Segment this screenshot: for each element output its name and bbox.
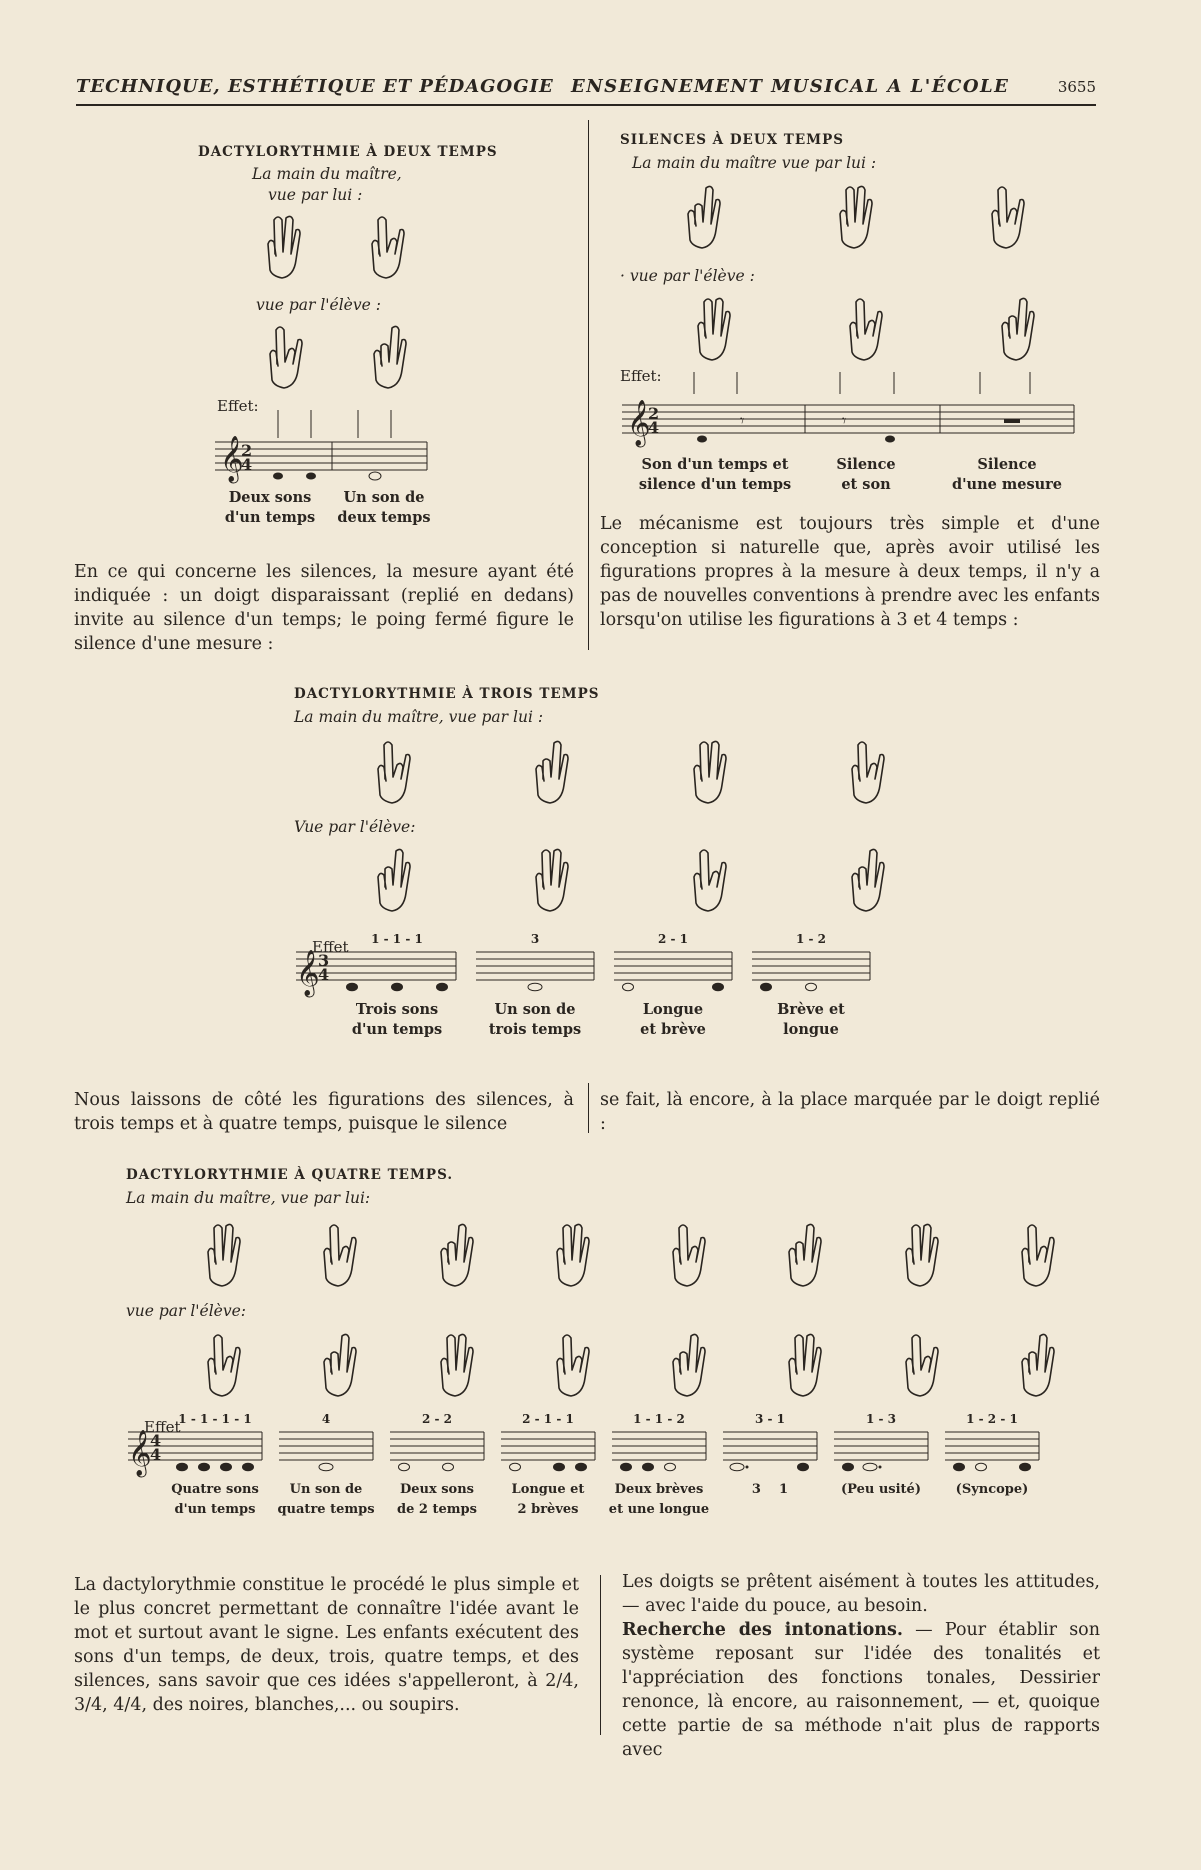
three-beats-effect-label: Effet bbox=[312, 938, 349, 956]
treble-clef: 𝄞 bbox=[220, 436, 244, 482]
long-note bbox=[528, 983, 542, 991]
rests-label-3: Silence d'une mesure bbox=[951, 456, 1063, 493]
quarter-note bbox=[554, 1463, 565, 1471]
quarter-rest: 𝄾 bbox=[842, 411, 847, 430]
two-beats-label-1: Deux sons d'un temps bbox=[224, 489, 316, 526]
four-beats-master-hands bbox=[200, 1218, 1060, 1298]
rests-pupil-caption: · vue par l'élève : bbox=[620, 267, 755, 285]
hand-icon bbox=[370, 735, 416, 807]
hand-icon bbox=[781, 1328, 827, 1400]
four-beats-title: DACTYLORYTHMIE À QUATRE TEMPS. bbox=[126, 1167, 454, 1183]
hand-icon bbox=[898, 1218, 944, 1290]
two-beats-pupil-hands bbox=[262, 320, 412, 405]
half-note bbox=[976, 1463, 987, 1471]
hand-icon bbox=[690, 292, 736, 364]
quarter-note bbox=[885, 436, 895, 443]
hand-icon bbox=[781, 1218, 827, 1290]
hand-icon bbox=[898, 1328, 944, 1400]
quarter-note bbox=[713, 983, 724, 991]
quarter-note bbox=[621, 1463, 632, 1471]
figure-label: 4 bbox=[321, 1412, 331, 1426]
hand-icon bbox=[844, 735, 890, 807]
rests-title: SILENCES À DEUX TEMPS bbox=[620, 132, 844, 148]
dot bbox=[879, 1466, 882, 1469]
four-beats-pupil-caption: vue par l'élève: bbox=[126, 1302, 247, 1320]
figure-label: 1 - 2 bbox=[795, 932, 827, 946]
rests-pupil-hands bbox=[690, 292, 1040, 367]
hand-icon bbox=[680, 180, 726, 252]
four-beats-effect-label: Effet bbox=[144, 1418, 181, 1436]
column-divider bbox=[600, 1575, 601, 1735]
arrows bbox=[278, 410, 391, 438]
three-beats-master-caption: La main du maître, vue par lui : bbox=[294, 708, 544, 726]
intonations-text: — Pour établir son système reposant sur l'idée des tonalités et l'appréciation des fonctions tonales, Dessirier renonce, là encore, au raisonnement, — et, quoique cette partie de sa méthode n'ait plus de rapports avec bbox=[622, 1620, 1100, 1760]
quarter-note bbox=[697, 436, 707, 443]
quarter-note bbox=[221, 1463, 232, 1471]
figure-label: 1 - 1 - 2 bbox=[633, 1412, 685, 1426]
long-note bbox=[863, 1463, 877, 1471]
treble-clef: 𝄞 bbox=[128, 1430, 152, 1476]
figure-caption: 3 1 bbox=[751, 1482, 789, 1497]
hand-icon bbox=[549, 1218, 595, 1290]
header-left: TECHNIQUE, ESTHÉTIQUE ET PÉDAGOGIE bbox=[76, 76, 554, 97]
time-sig-den: 4 bbox=[150, 1445, 162, 1464]
figure-caption: Trois sons d'un temps bbox=[351, 1001, 443, 1038]
figure-caption: Deux brèves et une longue bbox=[608, 1482, 710, 1517]
svg-text:2: 2 bbox=[648, 404, 660, 423]
half-note bbox=[623, 983, 634, 991]
half-note bbox=[443, 1463, 454, 1471]
hand-icon bbox=[433, 1218, 479, 1290]
hand-icon bbox=[1014, 1218, 1060, 1290]
staff bbox=[296, 940, 890, 1000]
quarter-note bbox=[306, 473, 316, 480]
hand-icon bbox=[842, 292, 888, 364]
column-divider bbox=[588, 1083, 589, 1133]
four-beats-pupil-hands bbox=[200, 1328, 1060, 1408]
hand-icon bbox=[366, 320, 412, 392]
figure-caption: Longue et brève bbox=[640, 1001, 706, 1038]
rests-master-hands bbox=[680, 180, 1030, 260]
hand-icon bbox=[260, 210, 306, 282]
hand-icon bbox=[665, 1218, 711, 1290]
time-sig-num: 4 bbox=[150, 1431, 162, 1450]
quarter-note bbox=[576, 1463, 587, 1471]
two-beats-master-hands bbox=[260, 210, 410, 290]
three-beats-master-hands bbox=[370, 735, 890, 815]
running-header bbox=[76, 76, 1096, 106]
figure-label: 1 - 1 - 1 bbox=[371, 932, 423, 946]
quarter-note bbox=[243, 1463, 254, 1471]
figure-label: 2 - 2 bbox=[421, 1412, 453, 1426]
rests-label-1: Son d'un temps et silence d'un temps bbox=[638, 456, 792, 493]
paragraph-folded-finger: se fait, là encore, à la place marquée par le doigt replié : bbox=[600, 1090, 1100, 1134]
time-sig-num: 3 bbox=[318, 951, 330, 970]
half-note bbox=[510, 1463, 521, 1471]
hand-icon bbox=[200, 1218, 246, 1290]
whole-rest bbox=[1004, 419, 1020, 423]
two-beats-staff bbox=[215, 410, 430, 490]
paragraph-leave-aside: Nous laissons de côté les figurations des silences, à trois temps et à quatre temps, puisque le silence bbox=[74, 1090, 574, 1134]
staff bbox=[128, 1420, 1056, 1480]
three-beats-pupil-hands bbox=[370, 843, 890, 923]
quarter-note bbox=[954, 1463, 965, 1471]
hand-icon bbox=[984, 180, 1030, 252]
hand-icon bbox=[832, 180, 878, 252]
figure-caption: Un son de quatre temps bbox=[277, 1482, 375, 1517]
quarter-note bbox=[437, 983, 448, 991]
hand-icon bbox=[364, 210, 410, 282]
hand-icon bbox=[528, 843, 574, 915]
quarter-note bbox=[761, 983, 772, 991]
paragraph-silences: En ce qui concerne les silences, la mesure ayant été indiquée : un doigt disparaissant (replié en dedans) invite au silence d'un temps; le poing fermé figure le silence d'une mesure : bbox=[74, 562, 574, 654]
figure-label: 1 - 1 - 1 - 1 bbox=[178, 1412, 252, 1426]
paragraph-fingers: Les doigts se prêtent aisément à toutes les attitudes, — avec l'aide du pouce, au besoin. bbox=[622, 1572, 1100, 1616]
three-beats-pupil-caption: Vue par l'élève: bbox=[294, 818, 416, 836]
figure-caption: Un son de trois temps bbox=[488, 1001, 582, 1038]
rests-effect-label: Effet: bbox=[620, 367, 662, 385]
quarter-note bbox=[643, 1463, 654, 1471]
figure-label: 3 - 1 bbox=[754, 1412, 786, 1426]
figure-caption: Brève et longue bbox=[777, 1001, 845, 1038]
intonations-heading: Recherche des intonations. bbox=[622, 1620, 903, 1640]
quarter-note bbox=[273, 473, 283, 480]
figure-label: 2 - 1 - 1 bbox=[522, 1412, 574, 1426]
long-note bbox=[730, 1463, 744, 1471]
hand-icon bbox=[686, 843, 732, 915]
figure-label: 1 - 3 bbox=[865, 1412, 897, 1426]
rests-staff bbox=[622, 372, 1077, 462]
hand-icon bbox=[316, 1328, 362, 1400]
two-beats-label-2: Un son de deux temps bbox=[337, 489, 431, 526]
quarter-note bbox=[347, 983, 358, 991]
treble-clef: 𝄞 bbox=[296, 950, 320, 996]
svg-text:2: 2 bbox=[241, 441, 253, 460]
two-beats-master-caption-2: vue par lui : bbox=[268, 186, 363, 204]
half-note bbox=[665, 1463, 676, 1471]
two-beats-master-caption: La main du maître, bbox=[252, 165, 402, 183]
figure-label: 3 bbox=[530, 932, 540, 946]
two-beats-effect-label: Effet: bbox=[217, 397, 259, 415]
half-note bbox=[369, 472, 381, 480]
figure-caption: Deux sons de 2 temps bbox=[397, 1482, 477, 1517]
two-beats-pupil-caption: vue par l'élève : bbox=[256, 296, 381, 314]
quarter-note bbox=[177, 1463, 188, 1471]
hand-icon bbox=[528, 735, 574, 807]
half-note bbox=[399, 1463, 410, 1471]
half-note bbox=[806, 983, 817, 991]
quarter-note bbox=[798, 1463, 809, 1471]
figure-caption: Longue et 2 brèves bbox=[511, 1482, 585, 1517]
three-beats-title: DACTYLORYTHMIE À TROIS TEMPS bbox=[294, 686, 600, 702]
figure-caption: (Syncope) bbox=[955, 1482, 1029, 1497]
hand-icon bbox=[200, 1328, 246, 1400]
header-rule bbox=[76, 104, 1096, 106]
hand-icon bbox=[316, 1218, 362, 1290]
paragraph-intonations bbox=[622, 1618, 1100, 1762]
dot bbox=[746, 1466, 749, 1469]
quarter-note bbox=[199, 1463, 210, 1471]
hand-icon bbox=[433, 1328, 479, 1400]
quarter-note bbox=[843, 1463, 854, 1471]
hand-icon bbox=[994, 292, 1040, 364]
rests-label-2: Silence et son bbox=[836, 456, 896, 493]
hand-icon bbox=[686, 735, 732, 807]
four-beats-master-caption: La main du maître, vue par lui: bbox=[126, 1189, 371, 1207]
header-right: ENSEIGNEMENT MUSICAL A L'ÉCOLE bbox=[571, 76, 1010, 97]
figure-label: 1 - 2 - 1 bbox=[966, 1412, 1018, 1426]
paragraph-mechanism: Le mécanisme est toujours très simple et d'une conception si naturelle que, après avoir utilisé les figurations propres à la mesure à deux temps, il n'y a pas de nouvelles conventions à prendre avec les enfants lorsqu'on utilise les figurations à 3 et 4 temps : bbox=[600, 514, 1100, 630]
quarter-note bbox=[1020, 1463, 1031, 1471]
page-number: 3655 bbox=[1057, 78, 1096, 96]
two-beats-title: DACTYLORYTHMIE À DEUX TEMPS bbox=[198, 144, 498, 160]
time-sig-den: 4 bbox=[318, 965, 330, 984]
paragraph-dactylorythmie: La dactylorythmie constitue le procédé le plus simple et le plus concret permettant de connaître l'idée avant le mot et surtout avant le signe. Les enfants exécutent des sons d'un temps, de deux, trois, quatre temps, et des silences, sans savoir que ces idées s'appelleront, à 2/4, 3/4, 4/4, des noires, blanches,... ou soupirs. bbox=[74, 1575, 579, 1715]
hand-icon bbox=[370, 843, 416, 915]
figure-caption: (Peu usité) bbox=[841, 1482, 921, 1497]
hand-icon bbox=[665, 1328, 711, 1400]
hand-icon bbox=[549, 1328, 595, 1400]
hand-icon bbox=[1014, 1328, 1060, 1400]
treble-clef: 𝄞 bbox=[627, 400, 651, 446]
quarter-note bbox=[392, 983, 403, 991]
column-divider bbox=[588, 120, 589, 650]
rests-master-caption: La main du maître vue par lui : bbox=[632, 154, 877, 172]
hand-icon bbox=[262, 320, 308, 392]
figure-caption: Quatre sons d'un temps bbox=[171, 1482, 259, 1517]
svg-text:4: 4 bbox=[648, 418, 660, 437]
svg-text:4: 4 bbox=[241, 455, 253, 474]
hand-icon bbox=[844, 843, 890, 915]
long-note bbox=[319, 1463, 333, 1471]
figure-label: 2 - 1 bbox=[657, 932, 689, 946]
quarter-rest: 𝄾 bbox=[740, 411, 745, 430]
